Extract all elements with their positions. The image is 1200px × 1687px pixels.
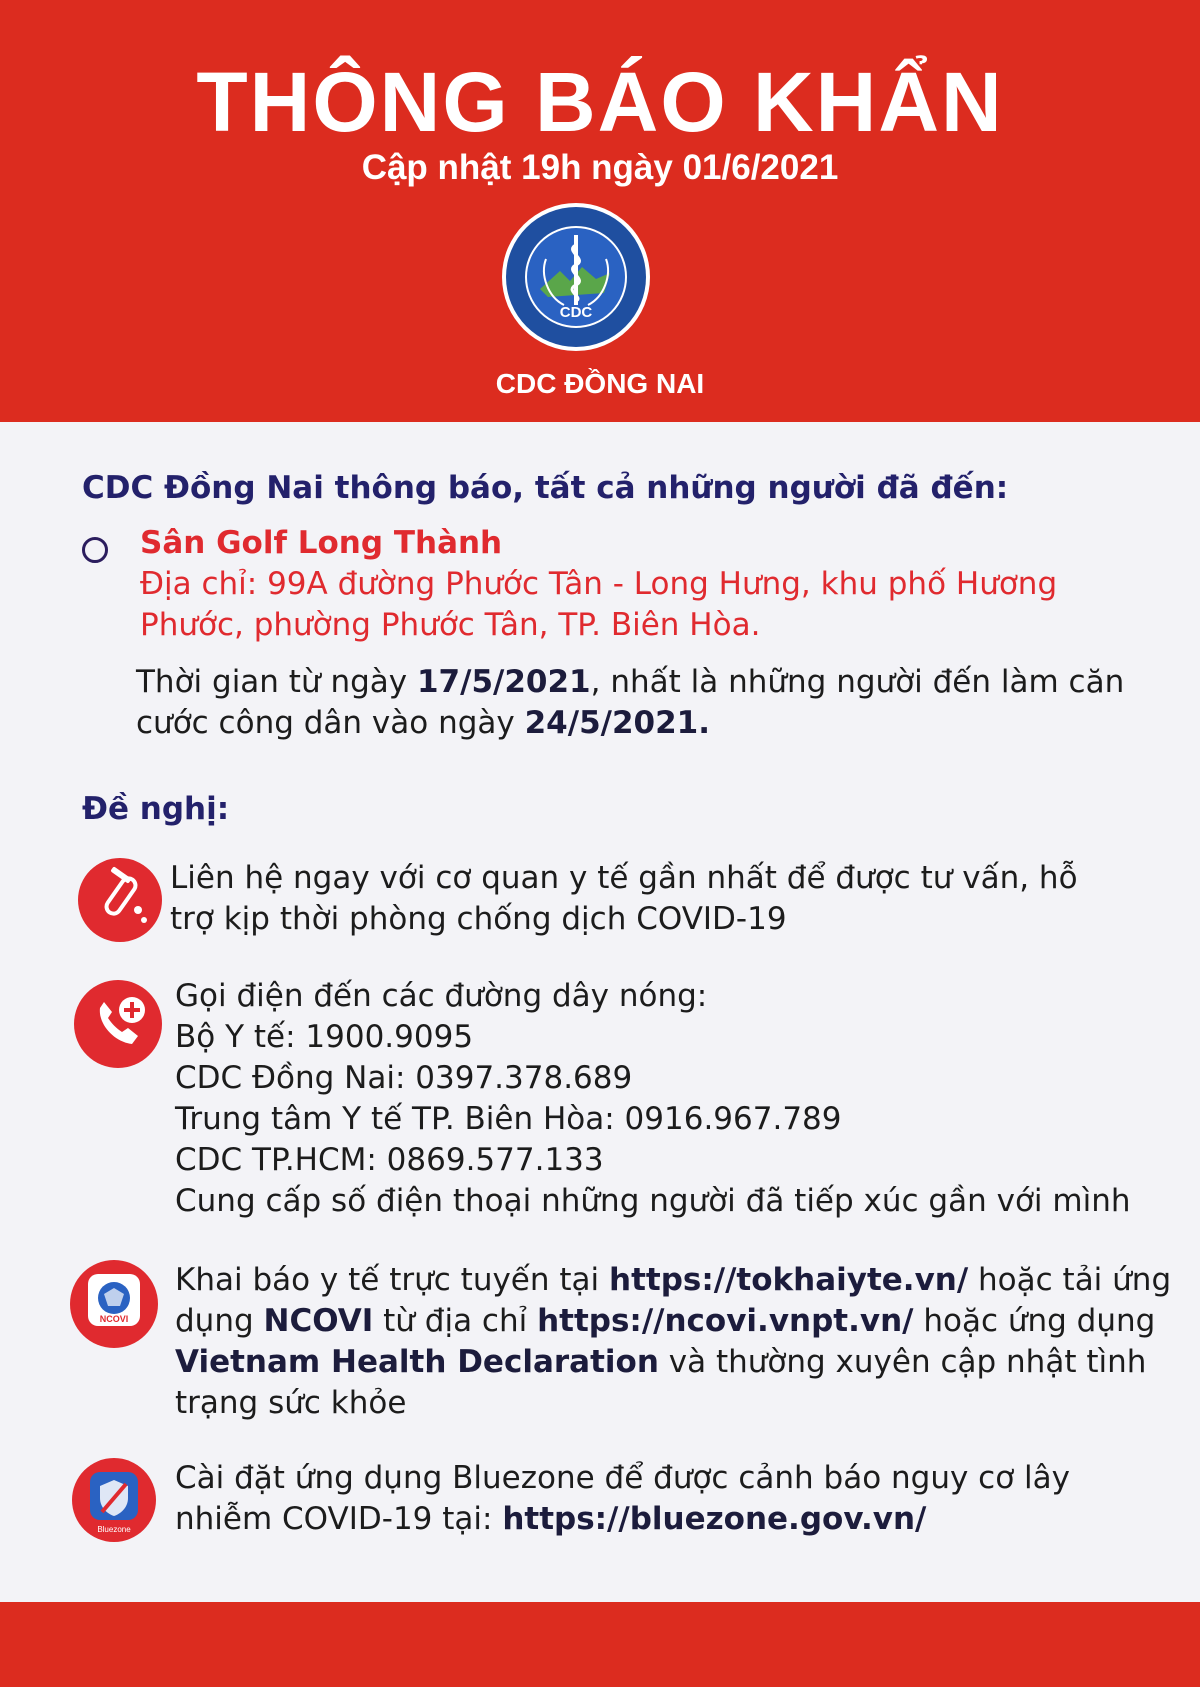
declaration-text-3: từ địa chỉ xyxy=(373,1303,538,1339)
venue-address: Địa chỉ: 99A đường Phước Tân - Long Hưng, khu phố Hương Phước, phường Phước Tân, TP. Biên Hòa. xyxy=(140,566,1058,643)
tokhaiyte-link[interactable]: https://tokhaiyte.vn/ xyxy=(609,1262,969,1298)
declaration-text-1: Khai báo y tế trực tuyến tại xyxy=(175,1262,609,1298)
hotline-cdc-hcm: CDC TP.HCM: 0869.577.133 xyxy=(175,1142,604,1178)
phone-medical-icon xyxy=(74,980,162,1068)
bluezone-icon-label: Bluezone xyxy=(97,1525,131,1534)
declaration-advice xyxy=(175,1260,1175,1424)
declaration-text-2: hoặc tải ứng dụng xyxy=(175,1262,1172,1339)
test-tube-icon xyxy=(78,858,162,942)
hotline-block xyxy=(175,976,1165,1222)
bluezone-advice xyxy=(175,1458,1115,1540)
ncovi-app-icon xyxy=(70,1260,158,1348)
time-prefix: Thời gian từ ngày xyxy=(136,664,417,700)
footer-band xyxy=(0,1602,1200,1687)
exposure-time xyxy=(136,662,1136,744)
contact-advice: Liên hệ ngay với cơ quan y tế gần nhất để được tư vấn, hỗ trợ kịp thời phòng chống dịch COVID-19 xyxy=(170,860,1078,937)
venue-name: Sân Golf Long Thành xyxy=(140,525,503,561)
time-date-id: 24/5/2021. xyxy=(524,705,711,741)
cdc-logo-badge: CDC xyxy=(559,304,593,321)
declaration-text-4: hoặc ứng dụng xyxy=(913,1303,1156,1339)
hotline-cdc-dongnai: CDC Đồng Nai: 0397.378.689 xyxy=(175,1060,633,1096)
ncovi-app-name: NCOVI xyxy=(263,1303,374,1339)
recommendations-title: Đề nghị: xyxy=(82,791,230,827)
page-title: THÔNG BÁO KHẨN xyxy=(196,55,1004,149)
vhd-app-name: Vietnam Health Declaration xyxy=(175,1344,659,1380)
bluezone-app-icon xyxy=(72,1458,156,1542)
ncovi-icon-label: NCOVI xyxy=(99,1314,129,1324)
cdc-logo xyxy=(500,201,652,353)
bluezone-link[interactable]: https://bluezone.gov.vn/ xyxy=(502,1501,927,1537)
header-banner xyxy=(0,0,1200,422)
hotline-moh: Bộ Y tế: 1900.9095 xyxy=(175,1019,474,1055)
hotline-heading: Gọi điện đến các đường dây nóng: xyxy=(175,978,708,1014)
time-date-start: 17/5/2021 xyxy=(416,664,591,700)
org-name: CDC ĐỒNG NAI xyxy=(495,368,705,399)
declaration-text-5: và thường xuyên cập nhật tình trạng sức khỏe xyxy=(175,1344,1147,1421)
hotline-contacts-note: Cung cấp số điện thoại những người đã tiếp xúc gần với mình xyxy=(175,1183,1131,1219)
bluezone-text: Cài đặt ứng dụng Bluezone để được cảnh báo nguy cơ lây nhiễm COVID-19 tại: xyxy=(175,1460,1071,1537)
notice-intro: CDC Đồng Nai thông báo, tất cả những người đã đến: xyxy=(82,470,1009,506)
update-time: Cập nhật 19h ngày 01/6/2021 xyxy=(361,148,839,187)
ncovi-link[interactable]: https://ncovi.vnpt.vn/ xyxy=(537,1303,914,1339)
hotline-bienhoa: Trung tâm Y tế TP. Biên Hòa: 0916.967.789 xyxy=(175,1101,842,1137)
time-middle: , nhất là những người đến làm căn cước công dân vào ngày xyxy=(136,664,1125,741)
bullet-circle-icon xyxy=(82,537,108,563)
